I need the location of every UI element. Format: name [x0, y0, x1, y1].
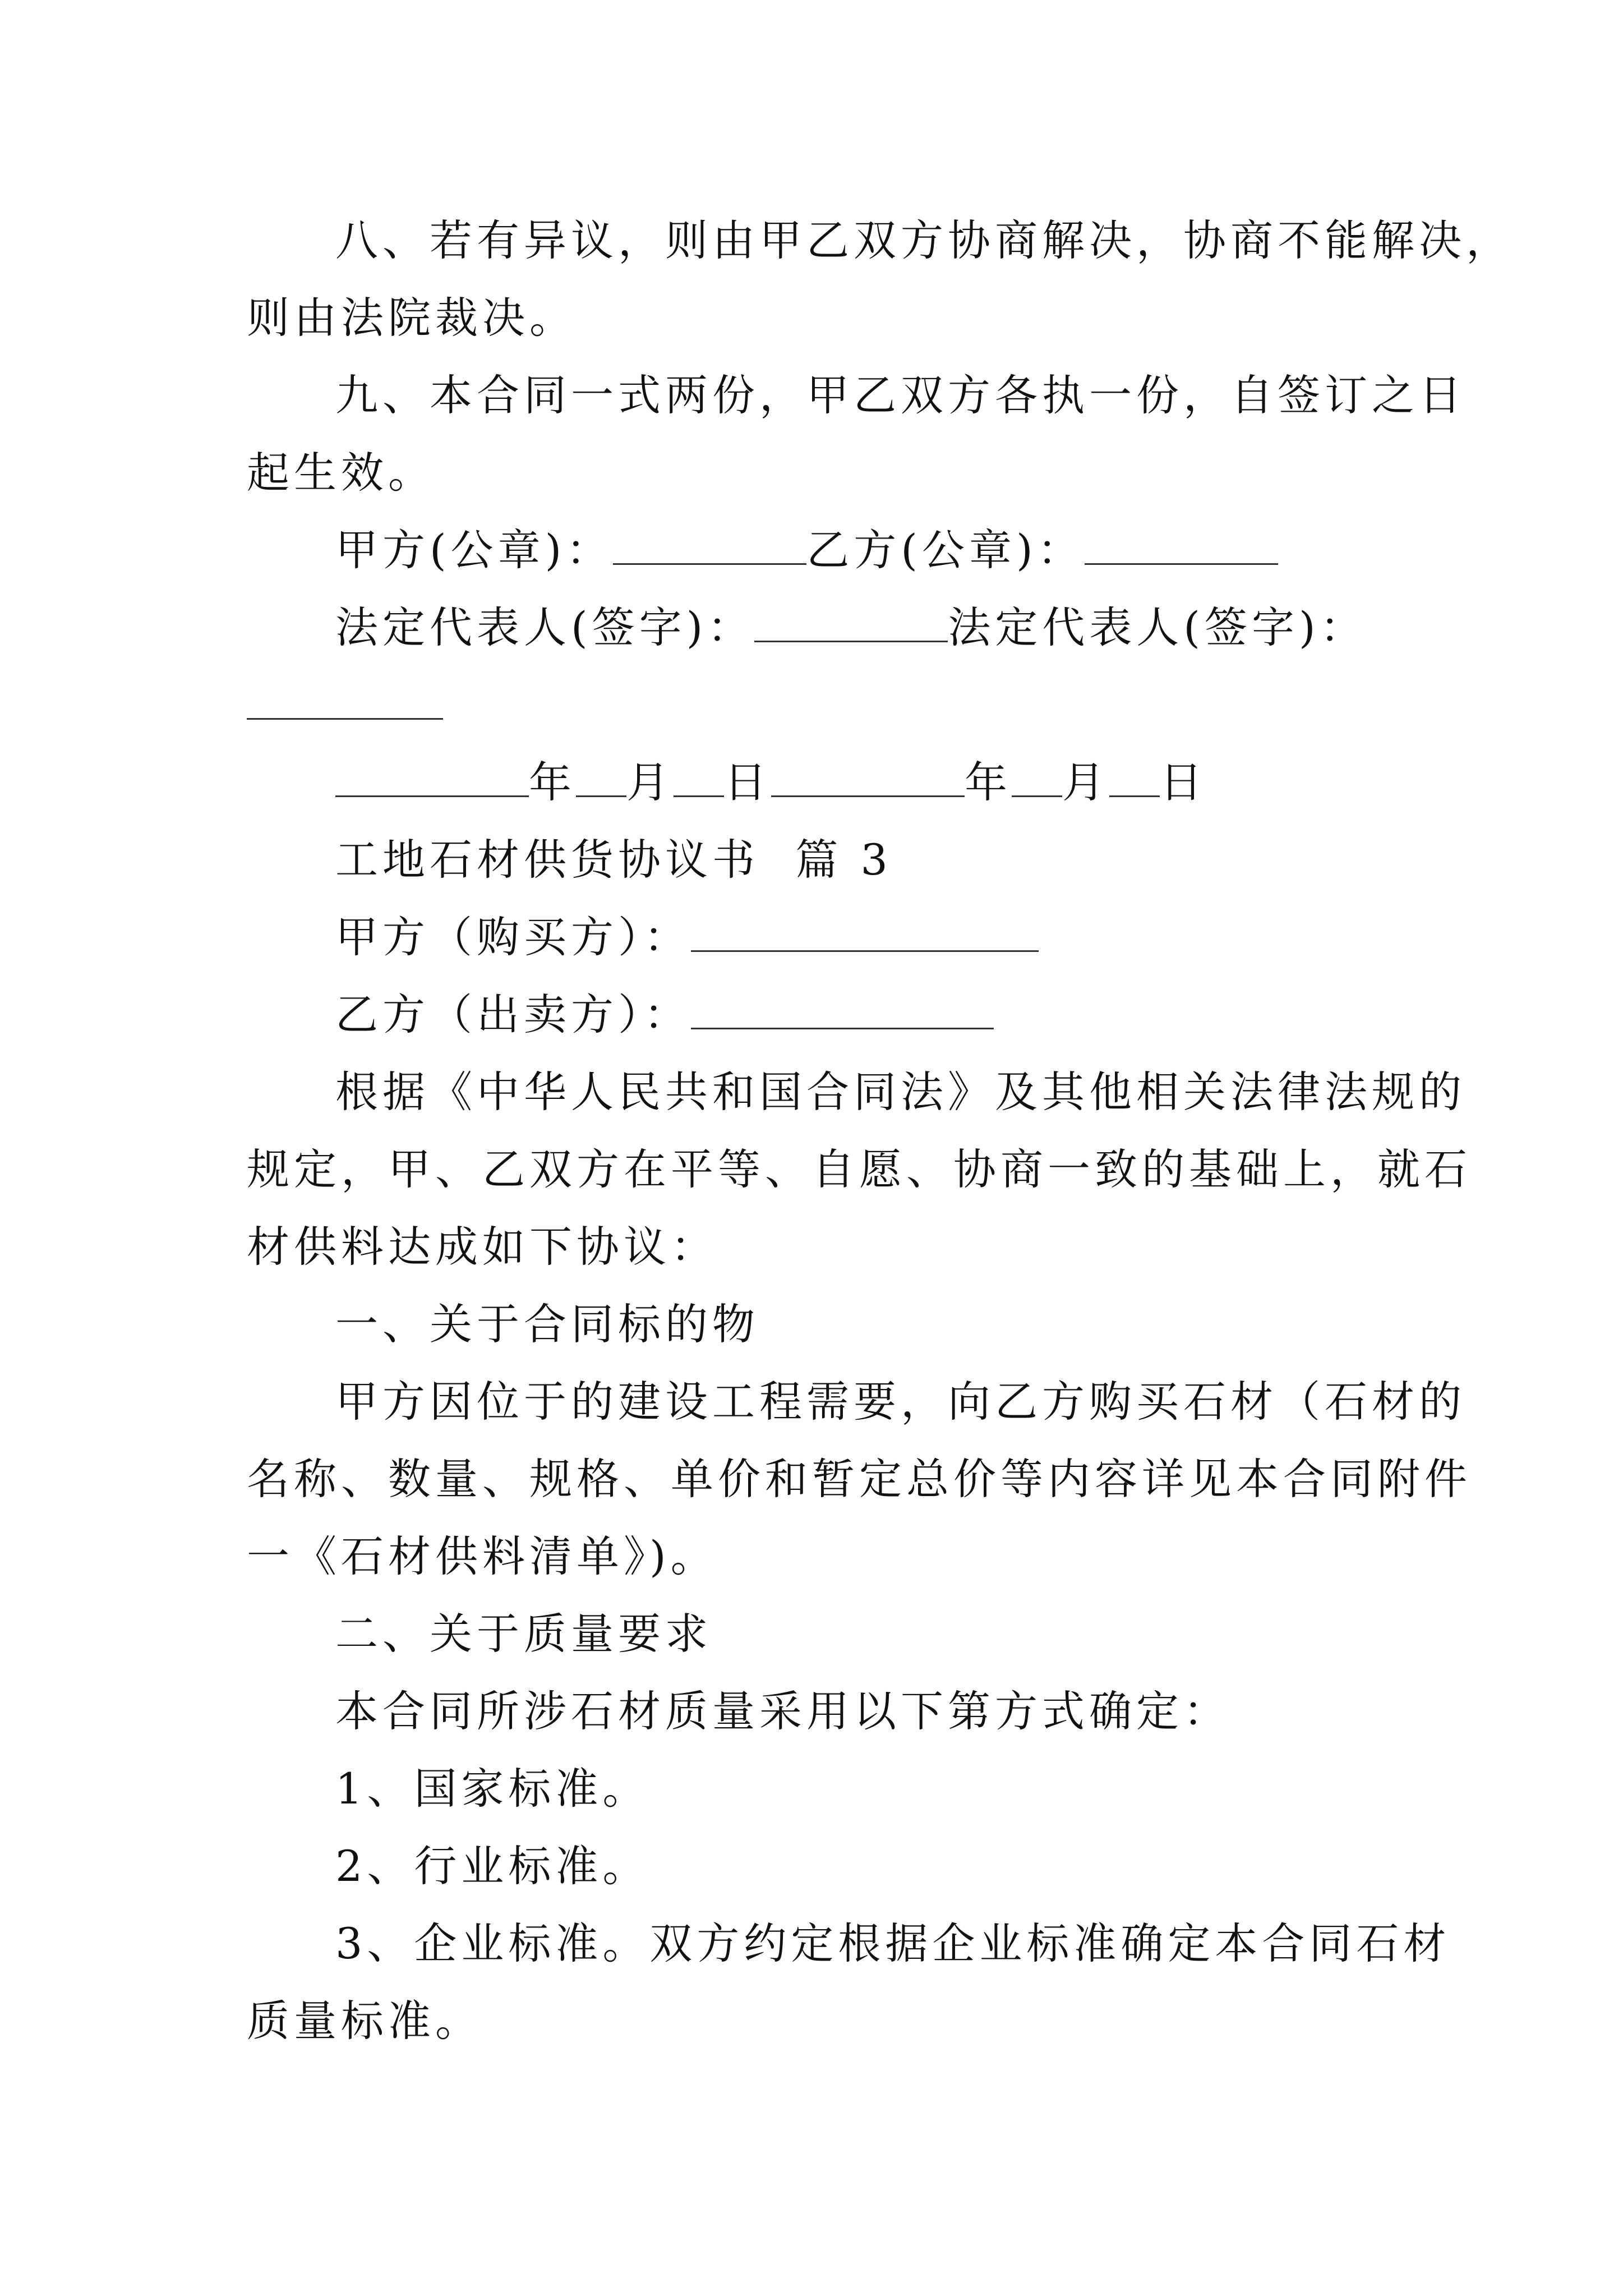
date-line: [247, 744, 1391, 821]
clause-9-line-1: 九、本合同一式两份，甲乙双方各执一份，自签订之日: [335, 370, 1466, 420]
seller-label: 乙方（出卖方）：: [335, 990, 691, 1039]
party-a-rep-blank[interactable]: [754, 604, 948, 642]
seller-blank[interactable]: [691, 991, 994, 1029]
date-b-month-label: 月: [1062, 757, 1109, 807]
buyer-label: 甲方（购买方）：: [335, 912, 691, 962]
seal-signature-line: [247, 512, 1391, 589]
date-a-year-label: 年: [529, 757, 576, 807]
clause-9-line-2: 起生效。: [247, 448, 435, 498]
seller-line: [247, 976, 1391, 1053]
party-b-rep-blank-line: [247, 666, 1391, 744]
section-title: 工地石材供货协议书 篇 3: [335, 835, 892, 885]
quality-item-3-line-2: 质量标准。: [247, 1996, 482, 2046]
clause-8-line-1: 八、若有异议，则由甲乙双方协商解决，协商不能解决，: [335, 215, 1513, 265]
date-b-month-blank[interactable]: [1012, 758, 1062, 797]
date-a-year-blank[interactable]: [335, 758, 529, 797]
date-a-day-label: 日: [724, 757, 771, 807]
date-a-month-blank[interactable]: [576, 758, 626, 797]
date-a-month-label: 月: [626, 757, 674, 807]
buyer-blank[interactable]: [691, 913, 1039, 952]
subject-line-1: 甲方因位于的建设工程需要，向乙方购买石材（石材的: [335, 1377, 1466, 1427]
party-b-seal-blank[interactable]: [1085, 526, 1278, 565]
party-a-seal-label: 甲方(公章)：: [335, 525, 614, 575]
subject-line-2: 名称、数量、规格、单价和暂定总价等内容详见本合同附件: [247, 1454, 1472, 1504]
date-b-day-label: 日: [1160, 757, 1207, 807]
date-b-year-blank[interactable]: [771, 758, 965, 797]
clause-8-line-2: 则由法院裁决。: [247, 293, 577, 343]
heading-subject-matter: 一、关于合同标的物: [335, 1299, 759, 1349]
subject-line-3: 一《石材供料清单》)。: [247, 1531, 718, 1581]
intro-line-3: 材供料达成如下协议：: [247, 1222, 718, 1272]
party-b-seal-label: 乙方(公章)：: [806, 525, 1085, 575]
party-a-seal-blank[interactable]: [613, 526, 806, 565]
party-a-rep-label: 法定代表人(签字)：: [335, 602, 755, 652]
party-b-rep-blank[interactable]: [247, 681, 443, 720]
date-a-day-blank[interactable]: [674, 758, 724, 797]
quality-item-2: 2、行业标准。: [335, 1841, 650, 1891]
quality-item-1: 1、国家标准。: [335, 1764, 650, 1814]
quality-item-3-line-1: 3、企业标准。双方约定根据企业标准确定本合同石材: [335, 1918, 1451, 1968]
party-b-rep-label: 法定代表人(签字)：: [948, 602, 1367, 652]
representative-signature-line: [247, 589, 1391, 666]
document-body: [247, 202, 1513, 2060]
date-b-year-label: 年: [965, 757, 1012, 807]
intro-line-1: 根据《中华人民共和国合同法》及其他相关法律法规的: [335, 1067, 1466, 1117]
intro-line-2: 规定，甲、乙双方在平等、自愿、协商一致的基础上，就石: [247, 1144, 1472, 1194]
quality-intro: 本合同所涉石材质量采用以下第方式确定：: [335, 1686, 1230, 1736]
date-b-day-blank[interactable]: [1109, 758, 1160, 797]
heading-quality: 二、关于质量要求: [335, 1609, 712, 1659]
buyer-line: [247, 899, 1391, 976]
